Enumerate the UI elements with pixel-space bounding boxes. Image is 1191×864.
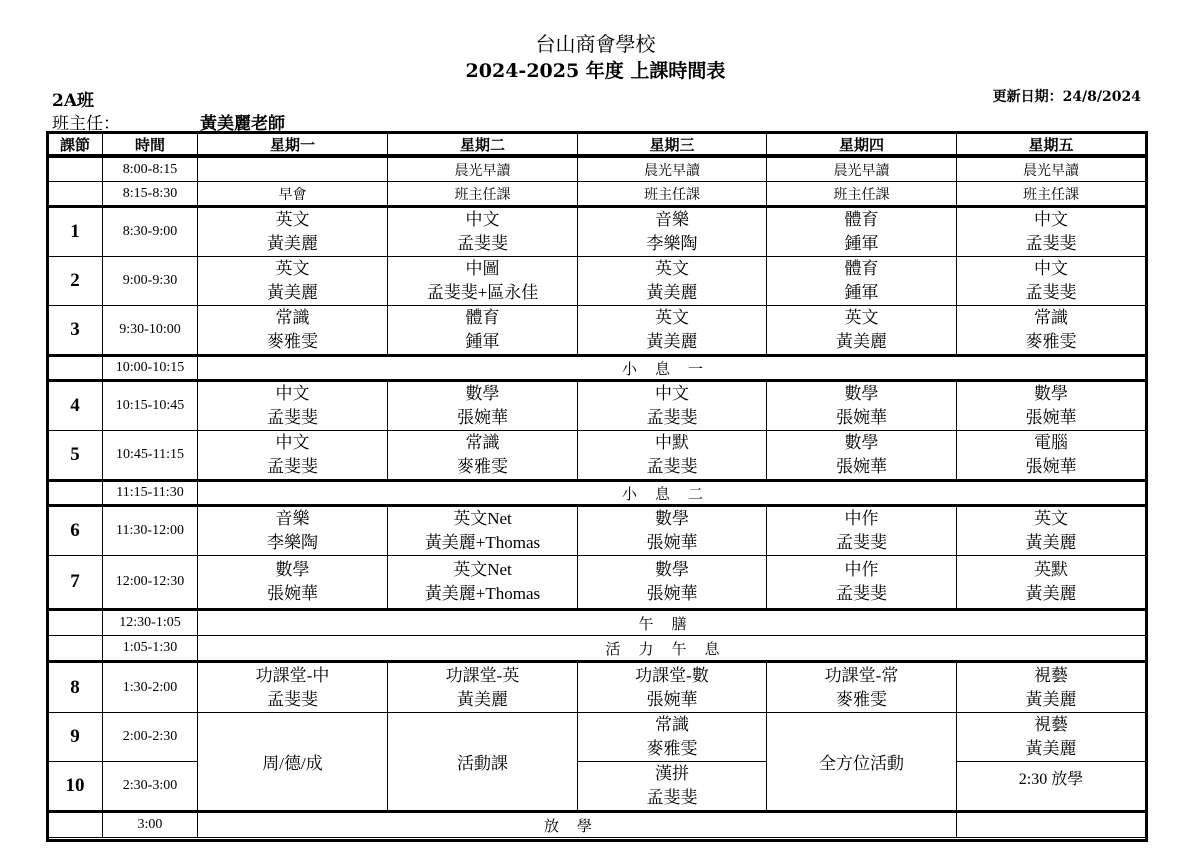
- recess-label: 小息一: [198, 356, 1146, 381]
- lesson-cell: [957, 207, 1146, 257]
- teacher: 孟斐斐: [836, 584, 887, 603]
- lesson-cell: [957, 506, 1146, 556]
- subject: 視藝: [1034, 715, 1068, 734]
- dismissal-fri: 2:30 放學: [957, 762, 1146, 812]
- subject: 音樂: [655, 210, 689, 229]
- header-fri: 星期五: [957, 133, 1146, 157]
- subject: 數學: [844, 433, 879, 452]
- lunch-label: 午膳: [198, 610, 1146, 636]
- table-row: [48, 207, 1146, 257]
- teacher: 李樂陶: [646, 234, 698, 253]
- subject: 體育: [844, 259, 879, 278]
- teacher: 麥雅雯: [1025, 332, 1077, 351]
- subject: 英文: [655, 308, 689, 327]
- period-number: 3: [48, 306, 103, 356]
- lesson-cell: [578, 306, 767, 356]
- period-cell: [48, 356, 103, 381]
- lesson-cell: 班主任課: [957, 182, 1146, 207]
- lesson-cell: [767, 506, 957, 556]
- recess-label: 小息二: [198, 481, 1146, 506]
- lesson-cell: 晨光早讀: [578, 157, 767, 182]
- lesson-cell: [957, 381, 1146, 431]
- table-row: [48, 556, 1146, 610]
- teacher: 黃美麗+Thomas: [424, 584, 541, 603]
- subject: 體育: [844, 210, 879, 229]
- period-number: 4: [48, 381, 103, 431]
- time-cell: 10:15-10:45: [103, 381, 198, 431]
- lesson-cell: [767, 306, 957, 356]
- lesson-cell: [198, 556, 388, 610]
- subject: 功課堂-數: [635, 665, 709, 685]
- teacher: 鍾軍: [844, 283, 879, 302]
- table-row: [48, 506, 1146, 556]
- lesson-cell: [388, 381, 578, 431]
- subject: 中文: [1034, 259, 1068, 278]
- lesson-cell: [578, 257, 767, 306]
- head-teacher-label: 班主任：: [52, 114, 120, 134]
- period-number: 8: [48, 662, 103, 713]
- lesson-cell: [578, 506, 767, 556]
- lesson-cell: [767, 381, 957, 431]
- teacher: 張婉華: [646, 689, 698, 709]
- lesson-cell: [767, 556, 957, 610]
- dismissal-label: 放學: [198, 812, 957, 838]
- subject: 漢拼: [655, 764, 689, 783]
- teacher: 黃美麗: [457, 689, 508, 709]
- time-cell: 10:00-10:15: [103, 356, 198, 381]
- subject: 中文: [275, 384, 310, 403]
- subject: 英文: [275, 210, 310, 229]
- header-tue: 星期二: [388, 133, 578, 157]
- timetable: [47, 132, 1146, 838]
- lesson-cell: [767, 257, 957, 306]
- table-row: [48, 356, 1146, 381]
- table-row: [48, 431, 1146, 481]
- period-number: 2: [48, 257, 103, 306]
- teacher: 孟斐斐+區永佳: [426, 283, 539, 302]
- teacher: 黃美麗: [1025, 689, 1077, 709]
- teacher: 張婉華: [457, 408, 508, 427]
- lesson-cell: [578, 556, 767, 610]
- teacher: 麥雅雯: [646, 739, 698, 758]
- time-cell: 1:30-2:00: [103, 662, 198, 713]
- lesson-cell: [198, 381, 388, 431]
- time-cell: 1:05-1:30: [103, 636, 198, 662]
- lesson-cell: [578, 713, 767, 762]
- teacher: 黃美麗: [1025, 533, 1077, 552]
- lesson-cell: [578, 662, 767, 713]
- lesson-cell: [388, 207, 578, 257]
- lesson-cell: [578, 381, 767, 431]
- subject: 視藝: [1034, 665, 1068, 685]
- period-number: 10: [48, 762, 103, 812]
- updated-date: 更新日期：24/8/2024: [992, 89, 1141, 105]
- table-row: [48, 481, 1146, 506]
- teacher: 鍾軍: [465, 332, 500, 351]
- table-row: [48, 306, 1146, 356]
- subject: 數學: [844, 384, 879, 403]
- lesson-cell: [198, 207, 388, 257]
- lesson-cell: [198, 431, 388, 481]
- head-teacher-name: 黃美麗老師: [200, 114, 285, 134]
- lesson-cell: [767, 207, 957, 257]
- teacher: 黃美麗+Thomas: [424, 533, 541, 552]
- lesson-cell: [957, 257, 1146, 306]
- header-row: [48, 133, 1146, 157]
- subject: 中文: [655, 384, 689, 403]
- subject: 英文Net: [453, 509, 512, 528]
- header-mon: 星期一: [198, 133, 388, 157]
- table-row: [48, 812, 1146, 838]
- subject: 數學: [465, 384, 500, 403]
- subject: 音樂: [275, 509, 310, 528]
- lesson-cell: [388, 662, 578, 713]
- subject: 英文: [1034, 509, 1068, 528]
- time-cell: 9:30-10:00: [103, 306, 198, 356]
- lesson-cell-mon-span: 周/德/成: [198, 713, 388, 812]
- lesson-cell-tue-span: 活動課: [388, 713, 578, 812]
- subject: 中圖: [465, 259, 500, 278]
- time-cell: 9:00-9:30: [103, 257, 198, 306]
- lesson-cell: [198, 662, 388, 713]
- period-cell: [48, 812, 103, 838]
- teacher: 張婉華: [267, 584, 318, 603]
- lesson-cell: [767, 662, 957, 713]
- teacher: 張婉華: [646, 533, 698, 552]
- teacher: 張婉華: [836, 408, 887, 427]
- header-period: 課節: [48, 133, 103, 157]
- lesson-cell: [578, 431, 767, 481]
- subject: 體育: [465, 308, 500, 327]
- rest-label: 活力午息: [198, 636, 1146, 662]
- teacher: 張婉華: [1025, 408, 1077, 427]
- subject: 中默: [655, 433, 689, 452]
- teacher: 孟斐斐: [267, 689, 318, 709]
- table-row: [48, 662, 1146, 713]
- period-cell: [48, 157, 103, 182]
- subject: 中作: [844, 560, 879, 579]
- period-number: 7: [48, 556, 103, 610]
- empty-cell: [957, 812, 1146, 838]
- school-name: 台山商會學校: [535, 32, 656, 56]
- lesson-cell: [957, 306, 1146, 356]
- lesson-cell: [198, 157, 388, 182]
- header-wed: 星期三: [578, 133, 767, 157]
- lesson-cell: [198, 506, 388, 556]
- teacher: 張婉華: [646, 584, 698, 603]
- teacher: 張婉華: [1025, 457, 1077, 476]
- time-cell: 8:00-8:15: [103, 157, 198, 182]
- time-cell: 11:15-11:30: [103, 481, 198, 506]
- teacher: 黃美麗: [267, 283, 318, 302]
- teacher: 孟斐斐: [646, 408, 698, 427]
- lesson-cell: 晨光早讀: [767, 157, 957, 182]
- lesson-cell-thu-span: 全方位活動: [767, 713, 957, 812]
- subject: 電腦: [1034, 433, 1068, 452]
- lesson-cell: [388, 506, 578, 556]
- time-cell: 11:30-12:00: [103, 506, 198, 556]
- period-number: 5: [48, 431, 103, 481]
- subject: 常識: [275, 308, 310, 327]
- lesson-cell: 班主任課: [578, 182, 767, 207]
- time-cell: 8:30-9:00: [103, 207, 198, 257]
- table-row: [48, 157, 1146, 182]
- teacher: 黃美麗: [836, 332, 887, 351]
- lesson-cell: [957, 556, 1146, 610]
- lesson-cell: [388, 306, 578, 356]
- lesson-cell: [957, 662, 1146, 713]
- teacher: 張婉華: [836, 457, 887, 476]
- time-cell: 2:30-3:00: [103, 762, 198, 812]
- period-number: 1: [48, 207, 103, 257]
- lesson-cell: 早會: [198, 182, 388, 207]
- lesson-cell: 晨光早讀: [957, 157, 1146, 182]
- teacher: 麥雅雯: [836, 689, 887, 709]
- lesson-cell: [388, 556, 578, 610]
- table-row: [48, 381, 1146, 431]
- subject: 常識: [1034, 308, 1068, 327]
- lesson-cell: [767, 431, 957, 481]
- table-row: [48, 713, 1146, 762]
- subject: 常識: [465, 433, 500, 452]
- subject: 常識: [655, 715, 689, 734]
- timetable-title: 2024-2025 年度 上課時間表: [465, 60, 726, 82]
- teacher: 孟斐斐: [836, 533, 887, 552]
- period-cell: [48, 636, 103, 662]
- time-cell: 3:00: [103, 812, 198, 838]
- lesson-cell: 班主任課: [388, 182, 578, 207]
- time-cell: 10:45-11:15: [103, 431, 198, 481]
- lesson-cell: 班主任課: [767, 182, 957, 207]
- lesson-cell: [198, 257, 388, 306]
- time-cell: 12:30-1:05: [103, 610, 198, 636]
- subject: 中文: [465, 210, 500, 229]
- period-cell: [48, 610, 103, 636]
- subject: 功課堂-常: [824, 665, 899, 685]
- lesson-cell: [578, 207, 767, 257]
- subject: 功課堂-中: [255, 665, 330, 685]
- table-row: [48, 610, 1146, 636]
- period-cell: [48, 182, 103, 207]
- teacher: 孟斐斐: [267, 457, 318, 476]
- teacher: 孟斐斐: [1025, 283, 1077, 302]
- period-number: 9: [48, 713, 103, 762]
- teacher: 黃美麗: [646, 283, 698, 302]
- teacher: 黃美麗: [267, 234, 318, 253]
- lesson-cell: [198, 306, 388, 356]
- lesson-cell: 晨光早讀: [388, 157, 578, 182]
- teacher: 黃美麗: [646, 332, 698, 351]
- subject: 中文: [275, 433, 310, 452]
- teacher: 孟斐斐: [267, 408, 318, 427]
- lesson-cell: [388, 257, 578, 306]
- subject: 中作: [844, 509, 879, 528]
- teacher: 黃美麗: [1025, 584, 1077, 603]
- teacher: 麥雅雯: [457, 457, 508, 476]
- subject: 英默: [1034, 560, 1068, 579]
- subject: 功課堂-英: [445, 665, 520, 685]
- lesson-cell: [957, 713, 1146, 762]
- class-name: 2A班: [52, 91, 95, 111]
- lesson-cell: [957, 431, 1146, 481]
- period-number: 6: [48, 506, 103, 556]
- subject: 英文: [844, 308, 879, 327]
- period-cell: [48, 481, 103, 506]
- teacher: 孟斐斐: [1025, 234, 1077, 253]
- table-row: [48, 257, 1146, 306]
- teacher: 李樂陶: [267, 533, 318, 552]
- teacher: 孟斐斐: [646, 788, 698, 807]
- subject: 中文: [1034, 210, 1068, 229]
- lesson-cell: [388, 431, 578, 481]
- teacher: 麥雅雯: [267, 332, 318, 351]
- subject: 數學: [1034, 384, 1068, 403]
- subject: 英文Net: [453, 560, 512, 579]
- subject: 英文: [275, 259, 310, 278]
- teacher: 孟斐斐: [457, 234, 508, 253]
- time-cell: 2:00-2:30: [103, 713, 198, 762]
- lesson-cell: [578, 762, 767, 812]
- teacher: 黃美麗: [1025, 739, 1077, 758]
- subject: 數學: [275, 560, 310, 579]
- time-cell: 8:15-8:30: [103, 182, 198, 207]
- time-cell: 12:00-12:30: [103, 556, 198, 610]
- table-row: [48, 636, 1146, 662]
- header-thu: 星期四: [767, 133, 957, 157]
- subject: 數學: [655, 509, 689, 528]
- header-time: 時間: [103, 133, 198, 157]
- subject: 數學: [655, 560, 689, 579]
- table-row: [48, 182, 1146, 207]
- teacher: 孟斐斐: [646, 457, 698, 476]
- teacher: 鍾軍: [844, 234, 879, 253]
- subject: 英文: [655, 259, 689, 278]
